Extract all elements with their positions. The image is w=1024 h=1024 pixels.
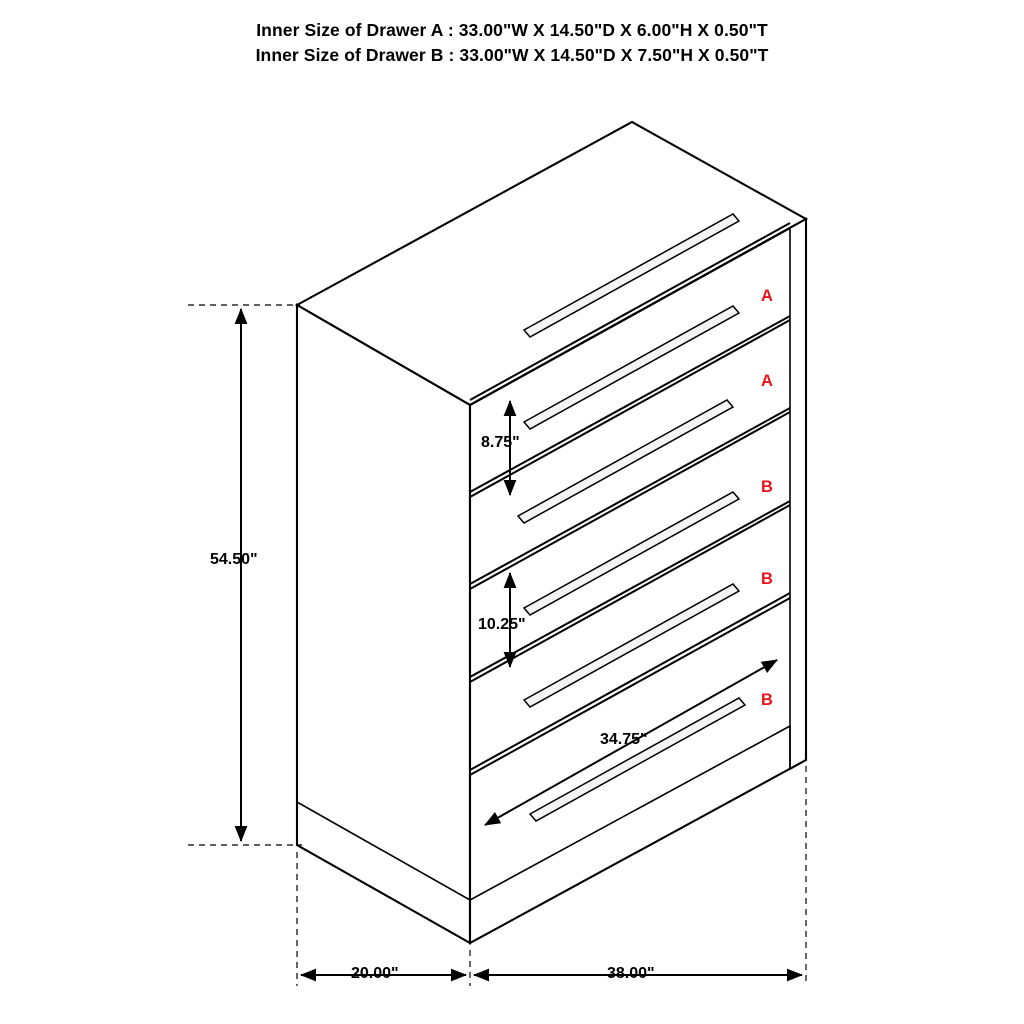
drawer-a-inner-size-text: Inner Size of Drawer A : 33.00"W X 14.50"D X 6.00"H X 0.50"T — [256, 20, 768, 40]
drawer-tag-2: A — [761, 372, 773, 390]
overall-height-label: 54.50" — [210, 551, 258, 568]
drawer-tag-1: A — [761, 287, 773, 305]
drawer-tag-4: B — [761, 570, 773, 588]
chest-body-outline — [297, 122, 806, 943]
front-width-label: 34.75" — [600, 731, 648, 748]
width-label: 38.00" — [607, 965, 655, 982]
drawer-tag-3: B — [761, 478, 773, 496]
depth-label: 20.00" — [351, 965, 399, 982]
drawer-b-inner-size-text: Inner Size of Drawer B : 33.00"W X 14.50"D X 7.50"H X 0.50"T — [255, 45, 769, 65]
drawer-a-height-label: 8.75" — [481, 434, 520, 451]
drawer-b-height-label: 10.25" — [478, 616, 526, 633]
drawer-tag-5: B — [761, 691, 773, 709]
